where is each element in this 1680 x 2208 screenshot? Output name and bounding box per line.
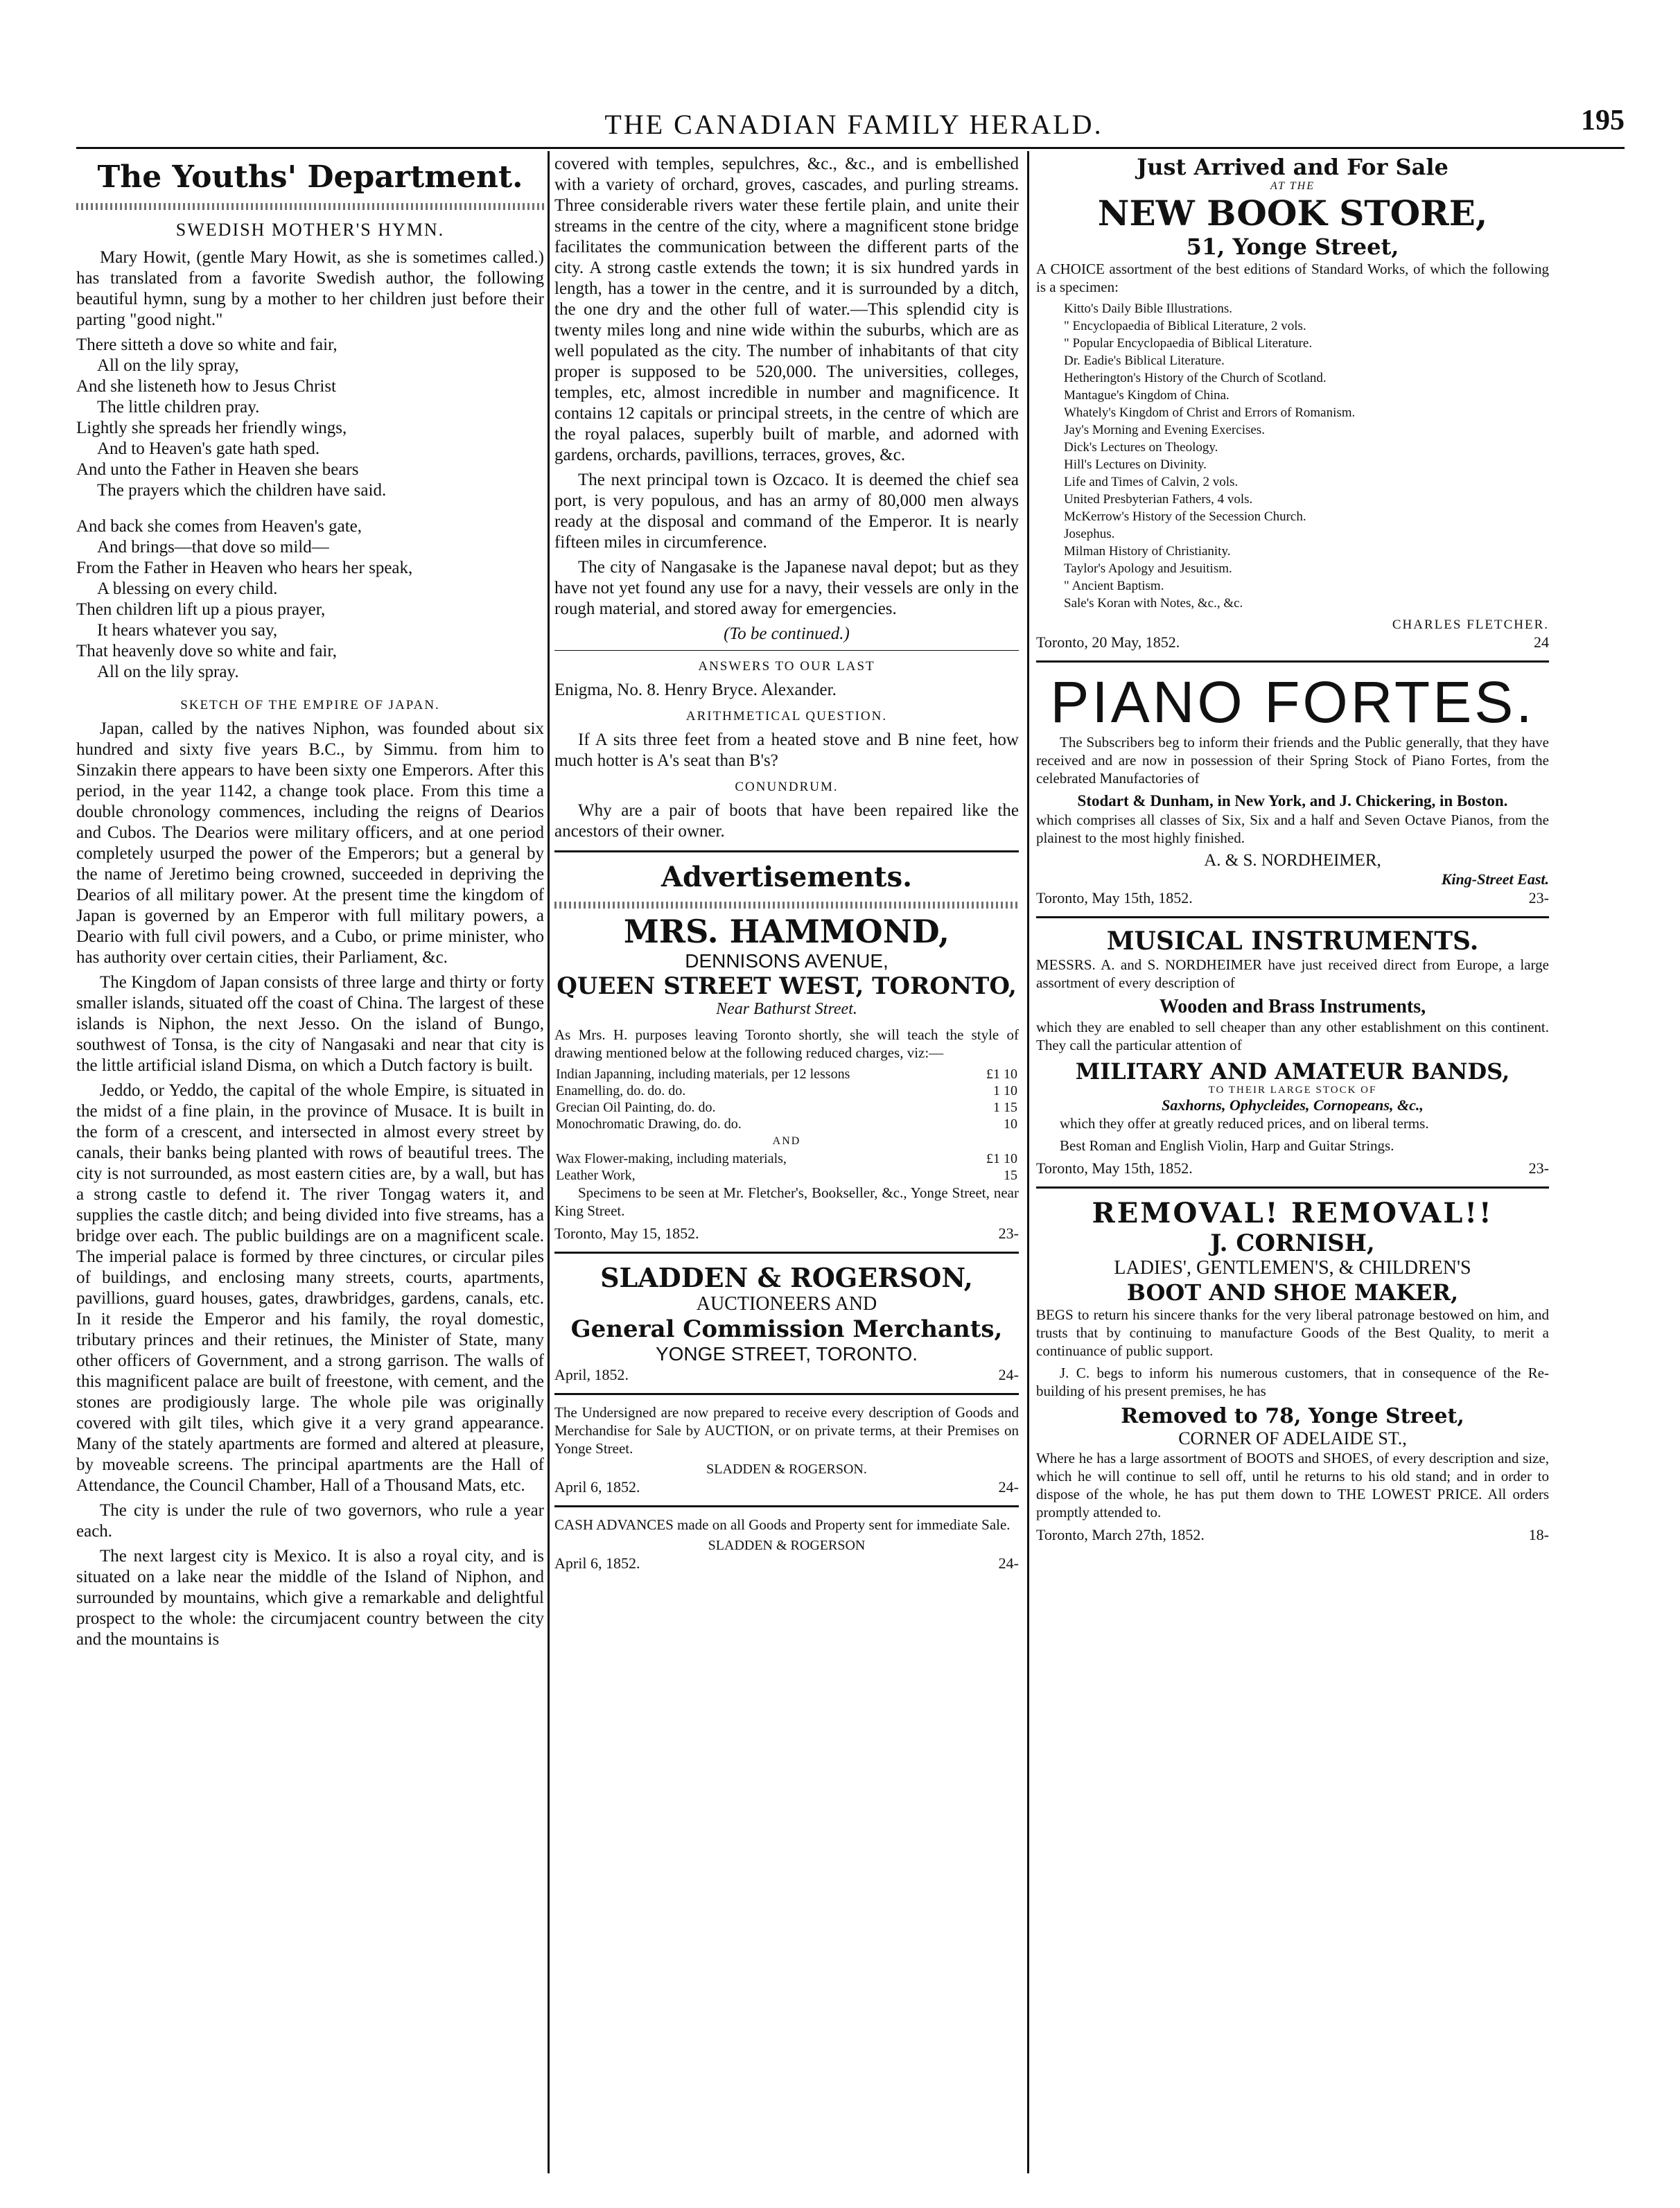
ad-dateline: [554, 1478, 1019, 1497]
ad-stock: TO THEIR LARGE STOCK OF: [1208, 1085, 1377, 1096]
column-youths-department: [76, 154, 544, 2166]
answers-heading: ANSWERS TO OUR LAST: [698, 659, 875, 674]
ad-heading: Just Arrived and For Sale: [1137, 154, 1449, 180]
advertiser-name: MRS. HAMMOND,: [623, 913, 950, 950]
ad-dateline: [1036, 633, 1549, 652]
ad-removed: Removed to 78, Yonge Street,: [1121, 1404, 1464, 1428]
advertiser-street: YONGE STREET, TORONTO.: [655, 1343, 918, 1365]
ad-text: Where he has a large assortment of BOOTS and SHOES, of every description and size, which he will continue to sell off, until he returns to his old stand; and in order to dispose of the whole, he has put them down to THE LOWEST PRICE. All orders promptly attended to.: [1036, 1450, 1549, 1521]
verse-line: Lightly she spreads her friendly wings,: [76, 419, 347, 437]
ad-dateline: [554, 1554, 1019, 1573]
price-table: [554, 1066, 1019, 1132]
column-rule: [1027, 151, 1029, 2173]
stanza: [76, 516, 544, 683]
ad-title: MUSICAL INSTRUMENTS.: [1106, 927, 1479, 956]
price-item: Wax Flower-making, including materials,: [556, 1151, 787, 1166]
book-item: United Presbyterian Fathers, 4 vols.: [1064, 492, 1253, 507]
book-item: Sale's Koran with Notes, &c., &c.: [1064, 596, 1243, 611]
book-item: Jay's Morning and Evening Exercises.: [1064, 423, 1265, 437]
ad-subtitle: LADIES', GENTLEMEN'S, & CHILDREN'S: [1114, 1257, 1471, 1279]
ad-address: King-Street East.: [1441, 870, 1549, 888]
divider: [554, 650, 1019, 651]
verse-line: And back she comes from Heaven's gate,: [76, 517, 362, 536]
book-item: McKerrow's History of the Secession Church.: [1064, 509, 1306, 524]
verse-line: That heavenly dove so white and fair,: [76, 642, 337, 660]
ad-at: AT THE: [1270, 180, 1315, 192]
divider: [554, 850, 1019, 852]
price-row: [554, 1116, 1019, 1132]
ad-corner: CORNER OF ADELAIDE ST.,: [1178, 1428, 1407, 1448]
ad-text: The Subscribers beg to inform their friends and the Public generally, that they have received and are now in possession of their Spring Stock of Piano Fortes, from the celebrated Manufactories of: [1036, 734, 1549, 787]
ad-date: Toronto, May 15th, 1852.: [1036, 889, 1193, 906]
advertiser-role: AUCTIONEERS AND: [696, 1293, 877, 1315]
poem-title: SWEDISH MOTHER'S HYMN.: [175, 220, 445, 240]
price-row: [554, 1066, 1019, 1083]
verse-line: It hears whatever you say,: [97, 621, 278, 640]
book-item: Taylor's Apology and Jesuitism.: [1064, 561, 1232, 576]
verse-line: And brings—that dove so mild—: [97, 538, 329, 557]
answers-text: Enigma, No. 8. Henry Bryce. Alexander.: [554, 681, 837, 699]
ad-date: Toronto, May 15, 1852.: [554, 1225, 699, 1242]
book-item: Whately's Kingdom of Christ and Errors of Romanism.: [1064, 405, 1356, 420]
newspaper-title: THE CANADIAN FAMILY HERALD.: [604, 109, 1103, 140]
article-paragraph: Jeddo, or Yeddo, the capital of the whole Empire, is situated in the midst of a fine plain, in the province of Musace. It is built in the form of a crescent, and intersected in almost every street by canals, their banks being planted with rows of beautiful trees. The city is not surrounded, as most eastern cities are, by a wall, but has a strong castle to defend it. The river Tongag waters it, and supplies the castle ditch; and being divided into five streams, has a bridge over each. The public buildings are on a magnificent scale. The imperial palace is formed by three cinctures, or circular piles of buildings, and enclosing many streets, courts, apartments, pavillions, guard houses, gates, drawbridges, gardens, canals, etc. In it reside the Emperor and his family, the royal domestic, tributary princes and their retinues, the Minister of State, many other officers of Government, and a strong garrison. The walls of this magnificent palace are built of freestone, with cement, and the stones are prodigiously large. The whole pile was originally covered with gilt tiles, which give it a very grand appearance. Many of the stately apartments are formed and altered at pleasure, by moveable screens. The principal apartments are the Hall of Attendance, the Council Chamber, Hall of a Thousand Mats, etc.: [76, 1081, 544, 1495]
piano-ad: [1036, 671, 1549, 908]
price-value: 10: [1004, 1116, 1017, 1132]
column-rule: [548, 151, 550, 2173]
article-paragraph: The city is under the rule of two governors, who rule a year each.: [76, 1501, 544, 1541]
divider: [1036, 1186, 1549, 1189]
ad-number: 24-: [998, 1366, 1019, 1383]
ad-dateline: [1036, 888, 1549, 908]
ad-dateline: [1036, 1525, 1549, 1545]
ad-text: MESSRS. A. and S. NORDHEIMER have just received direct from Europe, a large assortment of every description of: [1036, 956, 1549, 991]
musical-ad: [1036, 927, 1549, 1178]
book-item: Hill's Lectures on Divinity.: [1064, 457, 1207, 472]
ad-text: BEGS to return his sincere thanks for the very liberal patronage bestowed on him, and trusts that by continuing to manufacture Goods of the Best Quality, to merit a continuance of public support.: [1036, 1306, 1549, 1359]
ad-date: Toronto, March 27th, 1852.: [1036, 1526, 1205, 1543]
book-item: Life and Times of Calvin, 2 vols.: [1064, 475, 1239, 489]
price-value: 15: [1004, 1168, 1017, 1183]
poem-intro: Mary Howit, (gentle Mary Howit, as she is sometimes called.) has translated from a favorite Swedish author, the following beautiful hymn, sung by a mother to her children just before their parting "good night.": [76, 248, 544, 329]
ad-text: which they offer at greatly reduced prices, and on liberal terms.: [1060, 1115, 1429, 1132]
divider: [554, 1505, 1019, 1507]
verse-line: The little children pray.: [97, 398, 260, 417]
ad-date: April 6, 1852.: [554, 1554, 640, 1572]
ad-subtitle: Wooden and Brass Instruments,: [1159, 996, 1426, 1017]
store-name: NEW BOOK STORE,: [1097, 193, 1488, 234]
ad-number: 18-: [1528, 1526, 1549, 1543]
advertiser-near: Near Bathurst Street.: [716, 1000, 857, 1018]
price-item: Monochromatic Drawing, do. do.: [556, 1116, 742, 1132]
ad-dateline: [554, 1224, 1019, 1243]
removal-ad: [1036, 1197, 1549, 1545]
conundrum-text: Why are a pair of boots that have been repaired like the ancestors of their owner.: [554, 801, 1019, 841]
verse-line: The prayers which the children have said.: [97, 481, 387, 500]
ad-number: 23-: [1528, 889, 1549, 906]
advertiser-name: SLADDEN & ROGERSON,: [600, 1262, 973, 1293]
advertiser-street: DENNISONS AVENUE,: [685, 950, 889, 972]
ad-date: April, 1852.: [554, 1366, 629, 1383]
ad-text: As Mrs. H. purposes leaving Toronto shortly, she will teach the style of drawing mentioned below at the following reduced charges, viz:—: [554, 1026, 1019, 1061]
article-paragraph: The Kingdom of Japan consists of three large and thirty or forty smaller islands, situated off the coast of China. The largest of these islands is Niphon, the next Jesso. On the island of Bungo, southwest of Tonsa, is the city of Nangasaki and near that city is the little artificial island Disma, on which a Dutch factory is built.: [76, 973, 544, 1075]
verse-line: There sitteth a dove so white and fair,: [76, 335, 338, 354]
verse-line: And unto the Father in Heaven she bears: [76, 460, 359, 479]
divider: [554, 1393, 1019, 1395]
article-paragraph: The city of Nangasake is the Japanese naval depot; but as they have not yet found any use for a navy, their vessels are only in the rough material, and stored away for emergencies.: [554, 558, 1019, 618]
ad-date: Toronto, May 15th, 1852.: [1036, 1159, 1193, 1177]
ad-dateline: [554, 1365, 1019, 1385]
price-value: 1 10: [993, 1083, 1017, 1098]
and-label: AND: [772, 1135, 801, 1147]
ad-date: April 6, 1852.: [554, 1478, 640, 1496]
divider: [1036, 916, 1549, 918]
price-table: [554, 1150, 1019, 1184]
price-row: [554, 1167, 1019, 1184]
advertiser-city: QUEEN STREET WEST, TORONTO,: [557, 972, 1017, 1000]
price-item: Indian Japanning, including materials, per 12 lessons: [556, 1067, 850, 1082]
ad-number: 24-: [998, 1554, 1019, 1572]
ad-text: J. C. begs to inform his numerous customers, that in consequence of the Re-building of his present premises, he has: [1036, 1365, 1549, 1399]
header-rule: [76, 147, 1625, 149]
ornament-rule: [554, 902, 1019, 909]
article-paragraph: covered with temples, sepulchres, &c., &c., and is embellished with a variety of orchard, groves, cascades, and purling streams. Three considerable rivers water these fertile plain, and unite their streams in the centre of the city, where a magnificent stone bridge facilitates the communication between the different parts of the city. A strong castle extends the town; it is six hundred yards in length, has a tower in the centre, and it is surrounded by a ditch, the one dry and the other full of water.—This splendid city is twenty miles long and nine wide within the suburbs, which are as well populated as the city. The number of inhabitants of that city proper is supposed to be 520,000. The universities, colleges, temples, etc, almost incredible in number and magnificence. It contains 12 capitals or principal streets, in the centre of which are the royal palaces, superbly built of marble, and adorned with gardens, orchards, pavillions, terraces, groves, &c.: [554, 155, 1019, 464]
article-paragraph: The next largest city is Mexico. It is also a royal city, and is situated on a lake near the middle of the Island of Niphon, and surrounded by mountains, which give a remarkable and delightful prospect to the whole: the circumjacent country between the city and the mountains is: [76, 1547, 544, 1649]
arithmetical-heading: ARITHMETICAL QUESTION.: [685, 709, 888, 724]
sladden-ad: [554, 1262, 1019, 1573]
article-title: SKETCH OF THE EMPIRE OF JAPAN.: [180, 698, 440, 712]
ad-title: REMOVAL! REMOVAL!!: [1092, 1197, 1494, 1229]
running-head: [83, 104, 1625, 146]
verse-line: And she listeneth how to Jesus Christ: [76, 377, 336, 396]
price-row: [554, 1083, 1019, 1099]
ad-text: which comprises all classes of Six, Six and a half and Seven Octave Pianos, from the plainest to the most highly finished.: [1036, 812, 1549, 846]
divider: [554, 1252, 1019, 1254]
page-number: 195: [1581, 105, 1625, 137]
ad-text: The Undersigned are now prepared to receive every description of Goods and Merchandise for Sale by AUCTION, or on private terms, at their Premises on Yonge Street.: [554, 1404, 1019, 1457]
verse-line: And to Heaven's gate hath sped.: [97, 439, 320, 458]
ad-signature: CHARLES FLETCHER.: [1392, 617, 1549, 632]
ad-text: which they are enabled to sell cheaper than any other establishment on this continent. They call the particular attention of: [1036, 1019, 1549, 1053]
ad-text: Best Roman and English Violin, Harp and Guitar Strings.: [1060, 1137, 1394, 1154]
ad-date: Toronto, 20 May, 1852.: [1036, 633, 1180, 651]
ad-signature: SLADDEN & ROGERSON: [708, 1538, 866, 1553]
ad-number: 23-: [1528, 1159, 1549, 1177]
ad-bands: MILITARY AND AMATEUR BANDS,: [1075, 1058, 1510, 1085]
article-paragraph: The next principal town is Ozcaco. It is deemed the chief sea port, is very populous, and has an army of 80,000 men always ready at the disposal and command of the Emperor. It is nearly fifteen miles in circumference.: [554, 471, 1019, 552]
book-item: " Ancient Baptism.: [1064, 579, 1164, 593]
ad-number: 23-: [998, 1225, 1019, 1242]
ad-number: 24-: [998, 1478, 1019, 1496]
book-item: Josephus.: [1064, 527, 1115, 541]
ad-instruments: Saxhorns, Ophycleides, Cornopeans, &c.,: [1162, 1096, 1424, 1114]
ornament-rule: [76, 203, 544, 210]
book-item: Hetherington's History of the Church of Scotland.: [1064, 371, 1327, 385]
ad-text: CASH ADVANCES made on all Goods and Property sent for immediate Sale.: [554, 1516, 1010, 1533]
poem: [76, 335, 544, 683]
ad-dateline: [1036, 1159, 1549, 1178]
book-item: Dr. Eadie's Biblical Literature.: [1064, 353, 1225, 368]
price-value: £1 10: [986, 1067, 1017, 1082]
price-value: 1 15: [993, 1100, 1017, 1115]
price-value: £1 10: [986, 1151, 1017, 1166]
book-item: " Encyclopaedia of Biblical Literature, 2 vols.: [1064, 319, 1306, 333]
book-item: " Popular Encyclopaedia of Biblical Literature.: [1064, 336, 1313, 351]
ad-text: A CHOICE assortment of the best editions of Standard Works, of which the following is a specimen:: [1036, 261, 1549, 295]
section-title: The Youths' Department.: [97, 159, 523, 195]
article-paragraph: Japan, called by the natives Niphon, was founded about six hundred and sixty five years B.C., by Simmu. from him to Sinzakin there appears to have been sixty one Emperors. After this period, in the year 1142, a change took place. From this time a double chronology commences, including the reigns of Dearios and Cubos. The Dearios were military officers, and at one period completely usurped the power of the Emperors; but a general by the name of Jeretimo being crowned, succeeded in depriving the Dearios of all military power. At the present time the kingdom of Japan is governed by an Emperor with full military powers, a Deario with full civil powers, and a Cubo, or prime minister, who has authority over certain cities, their Parliament, &c.: [76, 719, 544, 967]
advertisements-title: Advertisements.: [660, 861, 913, 893]
arithmetical-text: If A sits three feet from a heated stove and B nine feet, how much hotter is A's seat than B's?: [554, 730, 1019, 770]
price-row: [554, 1099, 1019, 1116]
verse-line: All on the lily spray,: [97, 356, 239, 375]
book-item: Kitto's Daily Bible Illustrations.: [1064, 301, 1233, 316]
ad-number: 24: [1534, 633, 1549, 651]
divider: [1036, 660, 1549, 663]
verse-line: A blessing on every child.: [97, 579, 278, 598]
price-item: Leather Work,: [556, 1168, 636, 1183]
book-item: Mantague's Kingdom of China.: [1064, 388, 1230, 403]
verse-line: All on the lily spray.: [97, 663, 239, 681]
column-advertisements: [1036, 154, 1549, 2166]
verse-line: From the Father in Heaven who hears her speak,: [76, 559, 413, 577]
verse-line: Then children lift up a pious prayer,: [76, 600, 326, 619]
ad-signature: SLADDEN & ROGERSON.: [706, 1462, 867, 1477]
price-item: Grecian Oil Painting, do. do.: [556, 1100, 716, 1115]
ad-text: Specimens to be seen at Mr. Fletcher's, Bookseller, &c., Yonge Street, near King Street.: [554, 1184, 1019, 1219]
advertiser-name: J. CORNISH,: [1210, 1229, 1375, 1257]
ad-makers: Stodart & Dunham, in New York, and J. Chickering, in Boston.: [1077, 792, 1508, 809]
price-item: Enamelling, do. do. do.: [556, 1083, 686, 1098]
bookstore-ad: [1036, 154, 1549, 652]
book-item: Milman History of Christianity.: [1064, 544, 1231, 559]
advertiser-role-2: General Commission Merchants,: [570, 1315, 1003, 1343]
hammond-ad: [554, 913, 1019, 1243]
continued-note: (To be continued.): [724, 624, 850, 643]
ad-title: PIANO FORTES.: [1050, 669, 1535, 735]
ad-signature: A. & S. NORDHEIMER,: [1204, 851, 1381, 870]
conundrum-heading: CONUNDRUM.: [735, 780, 839, 794]
store-street: 51, Yonge Street,: [1186, 234, 1399, 260]
price-row: [554, 1150, 1019, 1167]
book-item: Dick's Lectures on Theology.: [1064, 440, 1218, 455]
ad-trade: BOOT AND SHOE MAKER,: [1126, 1279, 1459, 1306]
book-list: [1064, 300, 1549, 612]
column-middle: [554, 154, 1019, 2166]
stanza: [76, 335, 544, 501]
